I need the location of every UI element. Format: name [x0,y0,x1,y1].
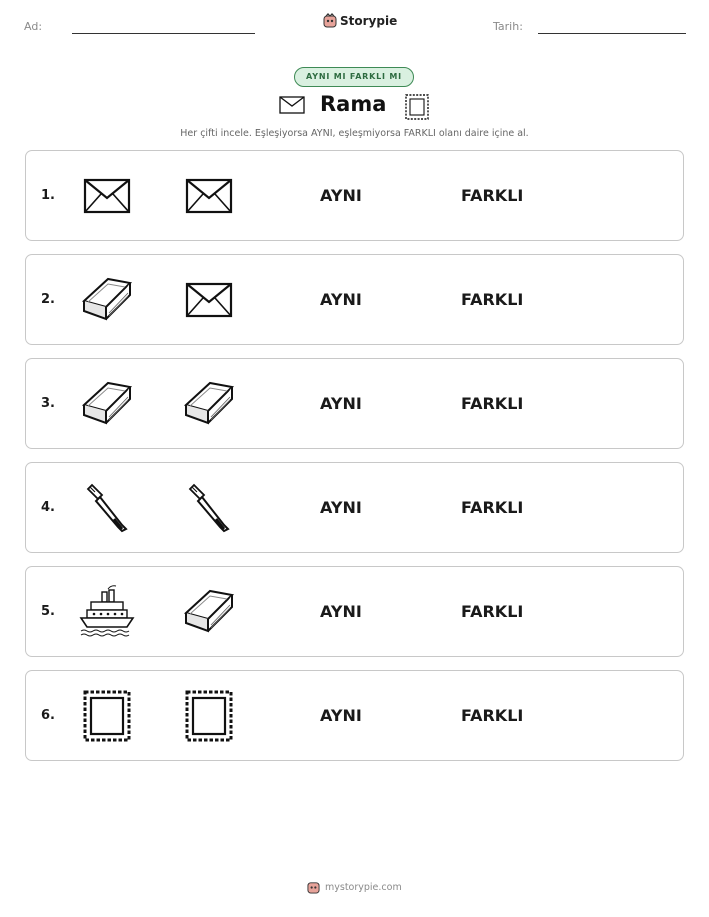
different-option[interactable]: FARKLI [461,290,524,309]
exercise-row [25,566,684,657]
same-option[interactable]: AYNI [320,706,362,725]
row-number: 6. [41,708,55,723]
page-title: Rama [320,92,387,116]
book-icon [180,375,238,433]
different-option[interactable]: FARKLI [461,602,524,621]
stamp-icon [180,687,238,745]
fountain-pen-icon [78,479,136,537]
footer-url: mystorypie.com [325,881,402,893]
instructions: Her çifti incele. Eşleşiyorsa AYNI, eşleşmiyorsa FARKLI olanı daire içine al. [180,128,529,139]
exercise-row [25,670,684,761]
row-number: 4. [41,500,55,515]
envelope-icon [180,167,238,225]
fountain-pen-icon [180,479,238,537]
same-option[interactable]: AYNI [320,498,362,517]
brand-name: Storypie [340,13,398,28]
book-icon [78,271,136,329]
different-option[interactable]: FARKLI [461,706,524,725]
date-field[interactable] [538,33,686,34]
envelope-icon [279,96,305,114]
book-icon [180,583,238,641]
activity-badge: AYNI MI FARKLI MI [294,67,414,87]
name-field[interactable] [72,33,255,34]
same-option[interactable]: AYNI [320,394,362,413]
row-number: 5. [41,604,55,619]
different-option[interactable]: FARKLI [461,498,524,517]
name-label: Ad: [24,20,43,33]
same-option[interactable]: AYNI [320,602,362,621]
envelope-icon [180,271,238,329]
book-icon [78,375,136,433]
exercise-row [25,150,684,241]
date-label: Tarih: [493,20,523,33]
stamp-icon [78,687,136,745]
row-number: 3. [41,396,55,411]
exercise-row [25,254,684,345]
exercise-row [25,462,684,553]
exercise-row [25,358,684,449]
storypie-mascot-icon [307,880,320,894]
row-number: 2. [41,292,55,307]
envelope-icon [78,167,136,225]
ship-icon [78,583,136,641]
row-number: 1. [41,188,55,203]
same-option[interactable]: AYNI [320,186,362,205]
stamp-icon [404,93,430,121]
same-option[interactable]: AYNI [320,290,362,309]
different-option[interactable]: FARKLI [461,394,524,413]
different-option[interactable]: FARKLI [461,186,524,205]
storypie-mascot-icon [323,13,337,28]
brand-logo [323,13,397,28]
footer [307,880,402,894]
